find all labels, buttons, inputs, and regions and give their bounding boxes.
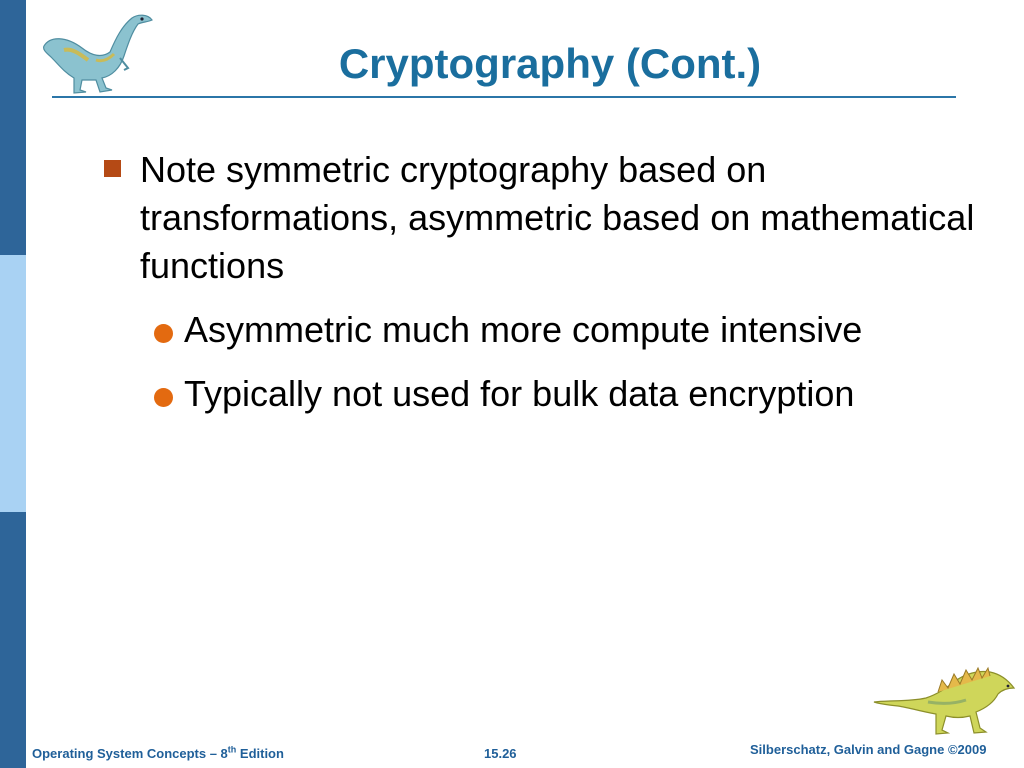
sidebar-bottom-segment: [0, 512, 26, 768]
stegosaurus-icon: [868, 658, 1018, 736]
round-bullet-icon: [154, 388, 173, 407]
title-divider: [52, 96, 956, 98]
sidebar-top-segment: [0, 0, 26, 255]
sub-bullet-text: Asymmetric much more compute intensive: [184, 309, 863, 350]
sub-bullet-item: [154, 306, 994, 354]
footer-book-title: Operating System Concepts – 8th Edition: [32, 744, 284, 761]
square-bullet-icon: [104, 160, 121, 177]
round-bullet-icon: [154, 324, 173, 343]
sidebar-middle-segment: [0, 255, 26, 512]
footer-page-number: 15.26: [484, 746, 517, 761]
sidebar: [0, 0, 26, 768]
dinosaur-icon: [36, 6, 156, 94]
sub-bullet-item: [154, 370, 994, 418]
footer-authors: Silberschatz, Galvin and Gagne ©2009: [750, 742, 987, 757]
sub-bullet-text: Typically not used for bulk data encryption: [184, 373, 855, 414]
slide-title: Cryptography (Cont.): [338, 40, 762, 87]
bullet-text: Note symmetric cryptography based on transformations, asymmetric based on mathematical functions: [140, 149, 975, 286]
